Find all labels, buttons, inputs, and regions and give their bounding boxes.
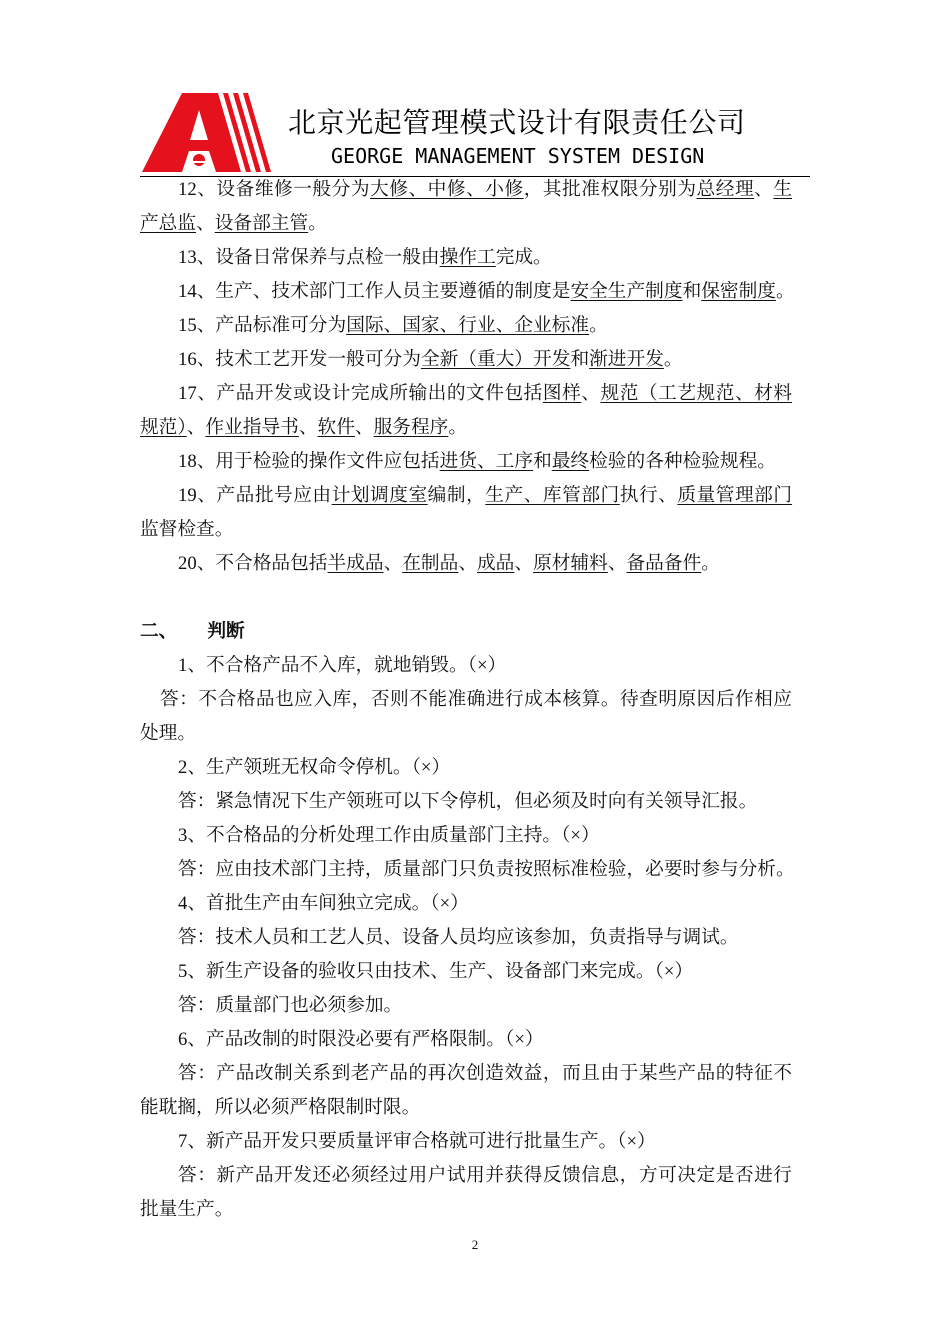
fill-in-line bbox=[0, 377, 792, 411]
text-segment: 。 bbox=[589, 315, 608, 336]
fill-in-item bbox=[0, 479, 950, 547]
fill-in-item bbox=[0, 547, 950, 581]
judgment-answer bbox=[0, 921, 950, 955]
underlined-answer-text: 备品备件 bbox=[626, 553, 702, 574]
text-segment: 16、技术工艺开发一般可分为 bbox=[178, 349, 421, 370]
text-segment: 答：应由技术部门主持，质量部门只负责按照标准检验，必要时参与分析。 bbox=[178, 859, 795, 880]
underlined-answer-text: 渐进开发 bbox=[589, 349, 664, 370]
text-segment: 、 bbox=[754, 179, 774, 200]
text-segment: 、 bbox=[298, 417, 318, 438]
judgment-item bbox=[0, 819, 950, 887]
judgment-answer bbox=[0, 1057, 792, 1091]
fill-in-line bbox=[0, 275, 950, 309]
text-segment: 、 bbox=[354, 417, 374, 438]
underlined-answer-text: 生 bbox=[773, 179, 793, 200]
fill-in-line bbox=[0, 207, 950, 241]
judgment-item bbox=[0, 1125, 950, 1227]
fill-in-item bbox=[0, 377, 950, 445]
text-segment: 答：产品改制关系到老产品的再次创造效益，而且由于某些产品的特征不 bbox=[178, 1063, 792, 1084]
underlined-answer-text: 生产、库管部门 bbox=[485, 485, 620, 506]
fill-in-line bbox=[0, 241, 950, 275]
text-segment: 、 bbox=[514, 553, 534, 574]
text-segment: 5、新生产设备的验收只由技术、生产、设备部门来完成。（×） bbox=[178, 961, 694, 982]
judgment-item bbox=[0, 1023, 950, 1125]
text-segment: 答：不合格品也应入库，否则不能准确进行成本核算。待查明原因后作相应 bbox=[160, 689, 792, 710]
underlined-answer-text: 图样 bbox=[542, 383, 582, 404]
company-name-chinese: 北京光起管理模式设计有限责任公司 bbox=[288, 106, 746, 139]
text-segment: 。 bbox=[448, 417, 468, 438]
text-segment: 18、用于检验的操作文件应包括 bbox=[178, 451, 440, 472]
underlined-answer-text: 最终 bbox=[551, 451, 590, 472]
text-segment: 、 bbox=[186, 417, 206, 438]
judgment-item bbox=[0, 751, 950, 819]
underlined-answer-text: 进货、工序 bbox=[439, 451, 534, 472]
text-segment: 编制， bbox=[427, 485, 486, 506]
text-segment: 19、产品批号应由 bbox=[178, 485, 332, 506]
judgment-item bbox=[0, 955, 950, 1023]
underlined-answer-text: 服务程序 bbox=[373, 417, 449, 438]
fill-in-line bbox=[0, 513, 950, 547]
judgment-answer bbox=[0, 785, 950, 819]
text-segment: 完成。 bbox=[495, 247, 552, 268]
underlined-answer-text: 在制品 bbox=[402, 553, 459, 574]
underlined-answer-text: 质量管理部门 bbox=[677, 485, 793, 506]
underlined-answer-text: 大修、中修、小修 bbox=[370, 179, 524, 200]
text-segment: 2、生产领班无权命令停机。（×） bbox=[178, 757, 451, 778]
judgment-question bbox=[0, 819, 950, 853]
underlined-answer-text: 计划调度室 bbox=[331, 485, 428, 506]
fill-in-item bbox=[0, 309, 950, 343]
text-segment: 4、首批生产由车间独立完成。（×） bbox=[178, 893, 469, 914]
fill-in-item bbox=[0, 275, 950, 309]
fill-in-line bbox=[0, 547, 950, 581]
section-gap bbox=[0, 581, 950, 615]
text-segment: 。 bbox=[776, 281, 795, 302]
page-number: 2 bbox=[471, 1237, 479, 1252]
underlined-answer-text: 规范（工艺规范、材料 bbox=[600, 383, 793, 404]
judgment-question bbox=[0, 955, 950, 989]
text-segment: 检验的各种检验规程。 bbox=[589, 451, 776, 472]
underlined-answer-text: 原材辅料 bbox=[533, 553, 608, 574]
text-segment: 能耽搁，所以必须严格限制时限。 bbox=[140, 1097, 421, 1118]
judgment-answer bbox=[0, 717, 950, 751]
text-segment: 答：技术人员和工艺人员、设备人员均应该参加，负责指导与调试。 bbox=[178, 927, 739, 948]
text-segment: 和 bbox=[682, 281, 702, 302]
underlined-answer-text: 保密制度 bbox=[701, 281, 776, 302]
text-segment: 3、不合格品的分析处理工作由质量部门主持。（×） bbox=[178, 825, 600, 846]
text-segment: 7、新产品开发只要质量评审合格就可进行批量生产。（×） bbox=[178, 1131, 656, 1152]
judgment-question bbox=[0, 649, 950, 683]
judgment-answer bbox=[0, 683, 792, 717]
underlined-answer-text: 安全生产制度 bbox=[570, 281, 683, 302]
text-segment: 监督检查。 bbox=[140, 519, 234, 540]
section-title: 判断 bbox=[207, 621, 245, 642]
text-segment: 13、设备日常保养与点检一般由 bbox=[178, 247, 440, 268]
underlined-answer-text: 设备部主管 bbox=[214, 213, 309, 234]
section-number: 二、 bbox=[140, 621, 178, 642]
text-segment: 答：质量部门也必须参加。 bbox=[178, 995, 403, 1016]
text-segment: 6、产品改制的时限没必要有严格限制。（×） bbox=[178, 1029, 544, 1050]
text-segment: 、 bbox=[607, 553, 627, 574]
text-segment: 、 bbox=[383, 553, 403, 574]
fill-in-item bbox=[0, 173, 950, 241]
judgment-question bbox=[0, 1023, 950, 1057]
judgment-answer bbox=[0, 1159, 792, 1193]
section-heading-judgment bbox=[0, 615, 950, 649]
text-segment: 17、产品开发或设计完成所输出的文件包括 bbox=[178, 383, 543, 404]
judgment-section bbox=[0, 649, 950, 1227]
underlined-answer-text: 总经理 bbox=[696, 179, 755, 200]
fill-in-item bbox=[0, 343, 950, 377]
judgment-answer bbox=[0, 1193, 950, 1227]
company-logo bbox=[138, 90, 272, 176]
text-segment: 20、不合格品包括 bbox=[178, 553, 328, 574]
underlined-answer-text: 半成品 bbox=[327, 553, 384, 574]
fill-in-line bbox=[0, 411, 950, 445]
underlined-answer-text: 国际、国家、行业、企业标准 bbox=[346, 315, 590, 336]
text-segment: 12、设备维修一般分为 bbox=[178, 179, 371, 200]
document-body bbox=[0, 173, 950, 1227]
text-segment: 、 bbox=[458, 553, 477, 574]
text-segment: 。 bbox=[701, 553, 720, 574]
judgment-answer bbox=[0, 853, 950, 887]
underlined-answer-text: 作业指导书 bbox=[205, 417, 299, 438]
text-segment: 15、产品标准可分为 bbox=[178, 315, 347, 336]
underlined-answer-text: 全新（重大）开发 bbox=[420, 349, 571, 370]
fill-in-section bbox=[0, 173, 950, 581]
text-segment: 。 bbox=[308, 213, 327, 234]
judgment-item bbox=[0, 649, 950, 751]
underlined-answer-text: 产总监 bbox=[140, 213, 197, 234]
text-segment: 14、生产、技术部门工作人员主要遵循的制度是 bbox=[178, 281, 571, 302]
text-segment: 、 bbox=[196, 213, 215, 234]
text-segment: 处理。 bbox=[140, 723, 197, 744]
text-segment: 、 bbox=[581, 383, 601, 404]
fill-in-line bbox=[0, 343, 950, 377]
text-segment: 。 bbox=[663, 349, 683, 370]
underlined-answer-text: 规范） bbox=[140, 417, 187, 438]
judgment-question bbox=[0, 751, 950, 785]
text-segment: 答：新产品开发还必须经过用户试用并获得反馈信息，方可决定是否进行 bbox=[178, 1165, 792, 1186]
text-segment: 执行、 bbox=[619, 485, 678, 506]
text-segment: ，其批准权限分别为 bbox=[523, 179, 697, 200]
fill-in-item bbox=[0, 241, 950, 275]
fill-in-line bbox=[0, 173, 792, 207]
judgment-answer bbox=[0, 989, 950, 1023]
text-segment: 答：紧急情况下生产领班可以下令停机，但必须及时向有关领导汇报。 bbox=[178, 791, 758, 812]
judgment-question bbox=[0, 1125, 950, 1159]
fill-in-line bbox=[0, 309, 950, 343]
fill-in-line bbox=[0, 445, 950, 479]
judgment-item bbox=[0, 887, 950, 955]
underlined-answer-text: 软件 bbox=[317, 417, 355, 438]
fill-in-line bbox=[0, 479, 792, 513]
company-name-english: GEORGE MANAGEMENT SYSTEM DESIGN bbox=[331, 144, 705, 168]
underlined-answer-text: 成品 bbox=[477, 553, 515, 574]
judgment-question bbox=[0, 887, 950, 921]
underlined-answer-text: 操作工 bbox=[439, 247, 496, 268]
text-segment: 和 bbox=[570, 349, 590, 370]
text-segment: 和 bbox=[533, 451, 552, 472]
judgment-answer bbox=[0, 1091, 950, 1125]
text-segment: 批量生产。 bbox=[140, 1199, 234, 1220]
fill-in-item bbox=[0, 445, 950, 479]
text-segment: 1、不合格产品不入库，就地销毁。（×） bbox=[178, 655, 507, 676]
